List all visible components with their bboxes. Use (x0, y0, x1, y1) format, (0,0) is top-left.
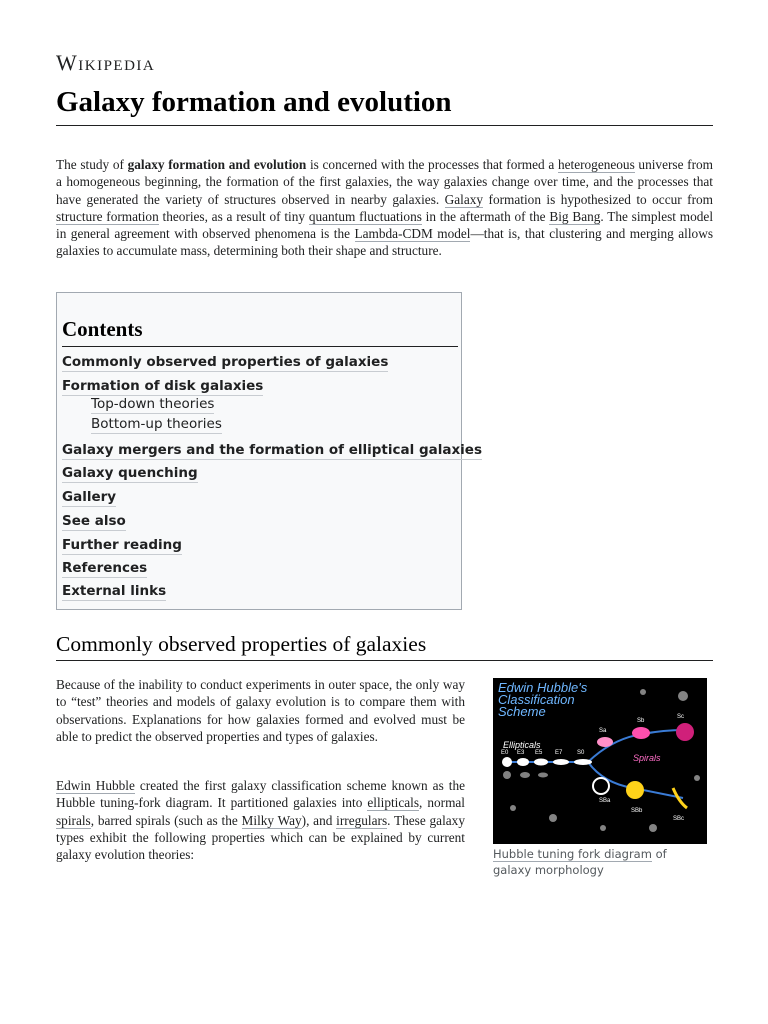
toc-item-gallery[interactable]: Gallery (62, 489, 117, 505)
diagram-label-e5: E5 (535, 750, 543, 756)
diagram-label-sba: SBa (599, 798, 611, 804)
diagram-label-e0: E0 (501, 750, 509, 756)
section-paragraph-1: Because of the inability to conduct experiments in outer space, the only way to “test” theories and models of galaxy evolution is to compare them with observations. Explanations for how galaxies formed and evolved must be able to predict the observed properties and types of galaxies. (56, 677, 465, 744)
toc-item-mergers[interactable]: Galaxy mergers and the formation of elliptical galaxies (62, 442, 482, 458)
diagram-label-e3: E3 (517, 750, 525, 756)
toc-item-further-reading[interactable]: Further reading (62, 537, 182, 553)
diagram-spirals-label: Spirals (633, 753, 661, 763)
diagram-ellipticals-label: Ellipticals (503, 740, 541, 750)
toc-item-disk-galaxies[interactable]: Formation of disk galaxies (62, 378, 264, 394)
toc-item-see-also[interactable]: See also (62, 513, 126, 529)
toc-item-quenching[interactable]: Galaxy quenching (62, 465, 198, 481)
diagram-label-e7: E7 (555, 750, 563, 756)
link-lambda-cdm[interactable]: Lambda-CDM model (354, 226, 471, 242)
wikipedia-logo[interactable]: Wikipedia (56, 50, 156, 75)
diagram-label-sbb: SBb (631, 808, 643, 814)
link-ellipticals[interactable]: ellipticals (367, 795, 420, 811)
diagram-title-line2: Classification (498, 692, 575, 707)
table-of-contents (56, 292, 482, 610)
section-paragraph-2: Edwin Hubble created the first galaxy classification scheme known as the Hubble tuning-fork diagram. It partitioned galaxies into ellipticals, normal spirals, barred spirals (such as the Milky Way), and irregulars. These galaxy types exhibit the following properties which can be explained by current galaxy evolution theories: (56, 778, 466, 863)
link-heterogeneous[interactable]: heterogeneous (557, 157, 635, 172)
figure-caption: Hubble tuning fork diagram of galaxy morphology (493, 847, 667, 877)
figure-hubble-fork (493, 678, 707, 878)
link-galaxy[interactable]: Galaxy (444, 191, 484, 207)
diagram-label-sbc: SBc (673, 816, 685, 822)
page-title: Galaxy formation and evolution (56, 86, 452, 118)
diagram-label-sb: Sb (637, 718, 645, 724)
toc-item-bottom-up[interactable]: Bottom-up theories (91, 416, 222, 432)
intro-paragraph: The study of galaxy formation and evolution is concerned with the processes that formed a heterogeneous universe from a homogeneous beginning, the formation of the first galaxies, the way galaxies change over time, and the processes that have generated the variety of structures observed in nearby galaxies. Galaxy formation is hypothesized to occur from structure formation theories, as a result of tiny quantum fluctuations in the aftermath of the Big Bang. The simplest model in general agreement with observed phenomena is the Lambda-CDM model—that is, that clustering and merging allows galaxies to accumulate mass, determining both their shape and structure. (56, 157, 714, 259)
diagram-label-s0: S0 (577, 750, 585, 756)
diagram-title-line3: Scheme (498, 704, 546, 719)
link-big-bang[interactable]: Big Bang (549, 208, 601, 224)
section-divider (56, 660, 713, 661)
hubble-tuning-fork-image[interactable] (493, 678, 707, 844)
diagram-title-line1: Edwin Hubble's (498, 680, 588, 695)
diagram-label-sa: Sa (599, 728, 607, 734)
link-structure-formation[interactable]: structure formation (56, 208, 159, 224)
toc-item-commonly-observed[interactable]: Commonly observed properties of galaxies (62, 354, 389, 370)
diagram-label-sc: Sc (677, 714, 685, 720)
link-quantum-fluctuations[interactable]: quantum fluctuations (308, 208, 422, 224)
section-heading: Commonly observed properties of galaxies (56, 632, 427, 656)
toc-item-references[interactable]: References (62, 560, 148, 576)
toc-item-top-down[interactable]: Top-down theories (91, 396, 215, 412)
link-spirals[interactable]: spirals (56, 812, 91, 828)
toc-item-external-links[interactable]: External links (62, 583, 167, 599)
link-hubble-tuning-fork[interactable]: Hubble tuning fork diagram (493, 847, 652, 861)
link-milky-way[interactable]: Milky Way (241, 812, 302, 828)
toc-divider (62, 346, 458, 347)
bold-term: galaxy formation and evolution (127, 157, 307, 172)
title-divider (56, 125, 713, 126)
link-irregulars[interactable]: irregulars (336, 812, 388, 828)
link-edwin-hubble[interactable]: Edwin Hubble (56, 778, 135, 793)
toc-title: Contents (62, 317, 143, 341)
